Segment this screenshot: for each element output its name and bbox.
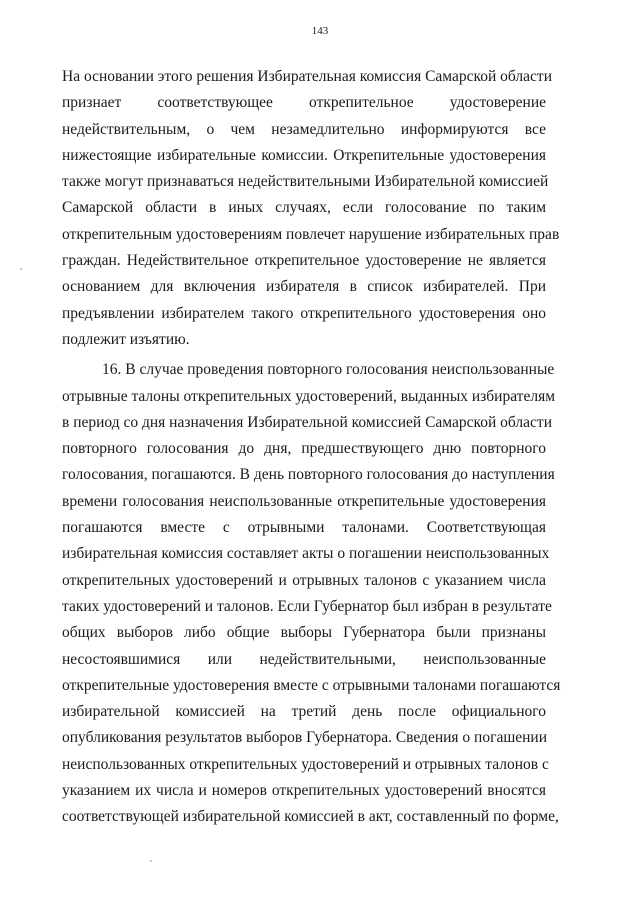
text-line: опубликования результатов выборов Губернатора. Сведения о погашении xyxy=(62,729,548,747)
text-line: подлежит изъятию. xyxy=(62,330,190,348)
text-line: соответствующей избирательной комиссией в акт, составленный по форме, xyxy=(62,808,559,826)
text-line: предъявлении избирателем такого открепительного удостоверения оно xyxy=(62,304,546,322)
text-line: в период со дня назначения Избирательной комиссией Самарской области xyxy=(62,413,552,431)
text-line: граждан. Недействительное открепительное удостоверение не является xyxy=(62,252,546,270)
text-line: указанием их числа и номеров открепительных удостоверений вносятся xyxy=(62,782,546,800)
text-line: нижестоящие избирательные комиссии. Открепительные удостоверения xyxy=(62,146,546,164)
paragraph xyxy=(62,64,560,353)
text-line: открепительных удостоверений и отрывных талонов с указанием числа xyxy=(62,571,546,589)
text-line: избирательной комиссией на третий день после официального xyxy=(62,703,546,721)
scan-speck xyxy=(20,268,22,270)
text-line: признает соответствующее открепительное удостоверение xyxy=(62,94,546,112)
text-line: голосования, погашаются. В день повторного голосования до наступления xyxy=(62,466,555,484)
text-line: также могут признаваться недействительными Избирательной комиссией xyxy=(62,173,549,191)
text-line: таких удостоверений и талонов. Если Губернатор был избран в результате xyxy=(62,597,552,615)
text-line: На основании этого решения Избирательная комиссия Самарской области xyxy=(62,68,552,85)
text-line: неиспользованных открепительных удостоверений и отрывных талонов с xyxy=(62,755,549,773)
document-body xyxy=(62,64,561,831)
text-line: времени голосования неиспользованные открепительные удостоверения xyxy=(62,492,546,510)
text-line: общих выборов либо общие выборы Губернатора были признаны xyxy=(62,624,546,642)
text-line: открепительным удостоверениям повлечет нарушение избирательных прав xyxy=(62,225,560,243)
text-line: погашаются вместе с отрывными талонами. Соответствующая xyxy=(62,519,546,537)
text-line: отрывные талоны открепительных удостоверений, выданных избирателям xyxy=(62,387,556,405)
text-line: Самарской области в иных случаях, если голосование по таким xyxy=(62,199,546,217)
text-line: избирательная комиссия составляет акты о погашении неиспользованных xyxy=(62,545,550,563)
text-line: повторного голосования до дня, предшествующего дню повторного xyxy=(62,440,546,458)
text-line: 16. В случае проведения повторного голосования неиспользованные xyxy=(102,361,555,379)
page-number: 143 xyxy=(311,25,329,37)
paragraph xyxy=(62,357,561,830)
text-line: основанием для включения избирателя в список избирателей. При xyxy=(62,278,546,296)
scan-speck xyxy=(150,860,152,862)
text-line: открепительные удостоверения вместе с отрывными талонами погашаются xyxy=(62,676,561,694)
text-line: недействительным, о чем незамедлительно информируются все xyxy=(62,120,546,138)
text-line: несостоявшимися или недействительными, неиспользованные xyxy=(62,650,546,668)
